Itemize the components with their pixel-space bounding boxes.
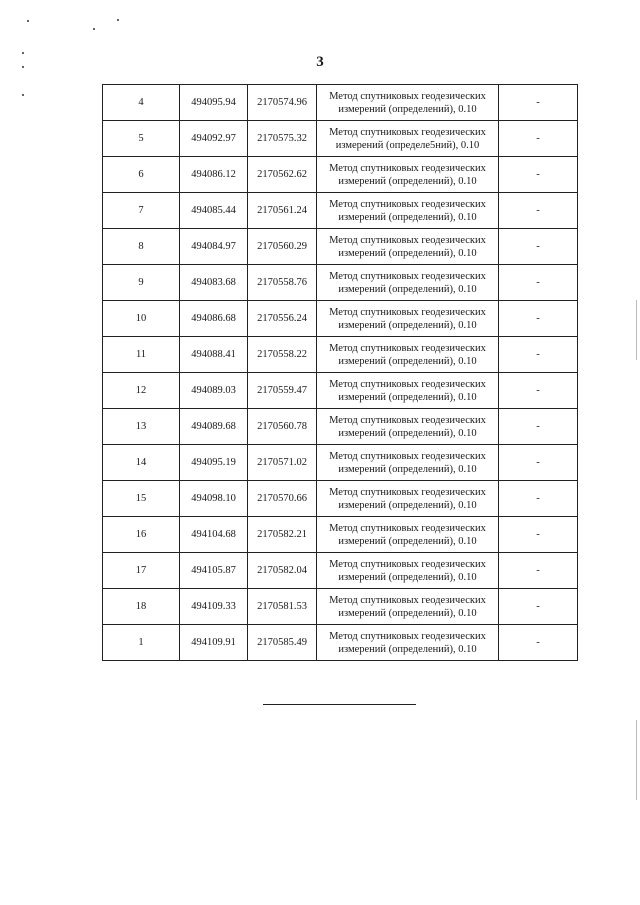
point-number-cell: 11: [103, 337, 180, 373]
point-number-cell: 16: [103, 517, 180, 553]
note-cell: -: [499, 301, 578, 337]
y-coordinate-cell: 2170556.24: [248, 301, 317, 337]
x-coordinate-cell: 494089.68: [180, 409, 248, 445]
table-row: [103, 265, 578, 301]
method-line-2: измерений (определений), 0.10: [338, 463, 477, 475]
method-cell: [317, 409, 499, 445]
y-coordinate-cell: 2170560.29: [248, 229, 317, 265]
scan-speck: [117, 19, 119, 21]
x-coordinate-cell: 494105.87: [180, 553, 248, 589]
point-number-cell: 7: [103, 193, 180, 229]
note-cell: -: [499, 553, 578, 589]
table-row: [103, 85, 578, 121]
method-line-1: Метод спутниковых геодезических: [329, 558, 486, 570]
y-coordinate-cell: 2170561.24: [248, 193, 317, 229]
method-line-1: Метод спутниковых геодезических: [329, 630, 486, 642]
y-coordinate-cell: 2170560.78: [248, 409, 317, 445]
y-coordinate-cell: 2170571.02: [248, 445, 317, 481]
note-cell: -: [499, 193, 578, 229]
point-number-cell: 9: [103, 265, 180, 301]
note-cell: -: [499, 589, 578, 625]
x-coordinate-cell: 494089.03: [180, 373, 248, 409]
table-row: [103, 553, 578, 589]
method-cell: [317, 301, 499, 337]
coordinates-table: [102, 84, 578, 661]
y-coordinate-cell: 2170570.66: [248, 481, 317, 517]
y-coordinate-cell: 2170575.32: [248, 121, 317, 157]
method-line-1: Метод спутниковых геодезических: [329, 162, 486, 174]
y-coordinate-cell: 2170559.47: [248, 373, 317, 409]
method-line-1: Метод спутниковых геодезических: [329, 90, 486, 102]
x-coordinate-cell: 494109.91: [180, 625, 248, 661]
method-line-2: измерений (определений), 0.10: [338, 319, 477, 331]
x-coordinate-cell: 494095.19: [180, 445, 248, 481]
note-cell: -: [499, 229, 578, 265]
x-coordinate-cell: 494086.68: [180, 301, 248, 337]
method-line-2: измерений (определений), 0.10: [338, 499, 477, 511]
scan-speck: [22, 94, 24, 96]
method-line-2: измерений (определений), 0.10: [338, 643, 477, 655]
method-line-1: Метод спутниковых геодезических: [329, 414, 486, 426]
note-cell: -: [499, 373, 578, 409]
x-coordinate-cell: 494104.68: [180, 517, 248, 553]
x-coordinate-cell: 494092.97: [180, 121, 248, 157]
method-line-2: измерений (определений), 0.10: [338, 427, 477, 439]
method-line-1: Метод спутниковых геодезических: [329, 306, 486, 318]
table-row: [103, 229, 578, 265]
method-cell: [317, 193, 499, 229]
point-number-cell: 15: [103, 481, 180, 517]
method-line-2: измерений (определений), 0.10: [338, 355, 477, 367]
note-cell: -: [499, 409, 578, 445]
method-line-2: измерений (определений), 0.10: [338, 391, 477, 403]
method-cell: [317, 553, 499, 589]
point-number-cell: 18: [103, 589, 180, 625]
scan-speck: [27, 20, 29, 22]
x-coordinate-cell: 494098.10: [180, 481, 248, 517]
point-number-cell: 1: [103, 625, 180, 661]
end-of-document-line: [263, 704, 416, 705]
method-cell: [317, 157, 499, 193]
note-cell: -: [499, 445, 578, 481]
scan-speck: [93, 28, 95, 30]
method-line-1: Метод спутниковых геодезических: [329, 450, 486, 462]
x-coordinate-cell: 494109.33: [180, 589, 248, 625]
method-line-1: Метод спутниковых геодезических: [329, 234, 486, 246]
method-line-2: измерений (определений), 0.10: [338, 247, 477, 259]
table-row: [103, 337, 578, 373]
method-line-2: измерений (определений), 0.10: [338, 103, 477, 115]
y-coordinate-cell: 2170574.96: [248, 85, 317, 121]
y-coordinate-cell: 2170562.62: [248, 157, 317, 193]
y-coordinate-cell: 2170581.53: [248, 589, 317, 625]
method-line-1: Метод спутниковых геодезических: [329, 594, 486, 606]
x-coordinate-cell: 494085.44: [180, 193, 248, 229]
method-line-2: измерений (определений), 0.10: [338, 283, 477, 295]
table-row: [103, 193, 578, 229]
method-line-2: измерений (определений), 0.10: [338, 571, 477, 583]
table-row: [103, 373, 578, 409]
x-coordinate-cell: 494095.94: [180, 85, 248, 121]
table-row: [103, 481, 578, 517]
table-row: [103, 517, 578, 553]
y-coordinate-cell: 2170585.49: [248, 625, 317, 661]
point-number-cell: 6: [103, 157, 180, 193]
y-coordinate-cell: 2170558.76: [248, 265, 317, 301]
method-cell: [317, 445, 499, 481]
method-cell: [317, 625, 499, 661]
scan-edge-mark: [636, 300, 637, 360]
point-number-cell: 17: [103, 553, 180, 589]
method-cell: [317, 229, 499, 265]
note-cell: -: [499, 265, 578, 301]
table-row: [103, 409, 578, 445]
table-row: [103, 301, 578, 337]
point-number-cell: 10: [103, 301, 180, 337]
x-coordinate-cell: 494086.12: [180, 157, 248, 193]
note-cell: -: [499, 481, 578, 517]
note-cell: -: [499, 85, 578, 121]
method-line-2: измерений (определений), 0.10: [338, 607, 477, 619]
method-cell: [317, 337, 499, 373]
note-cell: -: [499, 625, 578, 661]
coordinates-table-body: [103, 85, 578, 661]
method-line-1: Метод спутниковых геодезических: [329, 378, 486, 390]
method-line-1: Метод спутниковых геодезических: [329, 486, 486, 498]
table-row: [103, 589, 578, 625]
y-coordinate-cell: 2170582.04: [248, 553, 317, 589]
note-cell: -: [499, 517, 578, 553]
y-coordinate-cell: 2170558.22: [248, 337, 317, 373]
x-coordinate-cell: 494083.68: [180, 265, 248, 301]
method-cell: [317, 517, 499, 553]
point-number-cell: 8: [103, 229, 180, 265]
method-cell: [317, 589, 499, 625]
method-line-1: Метод спутниковых геодезических: [329, 126, 486, 138]
point-number-cell: 4: [103, 85, 180, 121]
x-coordinate-cell: 494084.97: [180, 229, 248, 265]
point-number-cell: 12: [103, 373, 180, 409]
method-line-1: Метод спутниковых геодезических: [329, 270, 486, 282]
table-row: [103, 445, 578, 481]
scan-edge-mark: [636, 720, 637, 800]
point-number-cell: 14: [103, 445, 180, 481]
method-line-1: Метод спутниковых геодезических: [329, 522, 486, 534]
page-number: 3: [316, 54, 324, 70]
method-cell: [317, 373, 499, 409]
table-row: [103, 625, 578, 661]
method-cell: [317, 265, 499, 301]
method-line-2: измерений (определе5ний), 0.10: [335, 139, 480, 151]
point-number-cell: 13: [103, 409, 180, 445]
method-line-2: измерений (определений), 0.10: [338, 535, 477, 547]
method-cell: [317, 481, 499, 517]
y-coordinate-cell: 2170582.21: [248, 517, 317, 553]
method-line-2: измерений (определений), 0.10: [338, 211, 477, 223]
note-cell: -: [499, 157, 578, 193]
method-line-1: Метод спутниковых геодезических: [329, 198, 486, 210]
method-line-2: измерений (определений), 0.10: [338, 175, 477, 187]
point-number-cell: 5: [103, 121, 180, 157]
method-cell: [317, 85, 499, 121]
note-cell: -: [499, 121, 578, 157]
x-coordinate-cell: 494088.41: [180, 337, 248, 373]
table-row: [103, 121, 578, 157]
table-row: [103, 157, 578, 193]
method-cell: [317, 121, 499, 157]
method-line-1: Метод спутниковых геодезических: [329, 342, 486, 354]
note-cell: -: [499, 337, 578, 373]
